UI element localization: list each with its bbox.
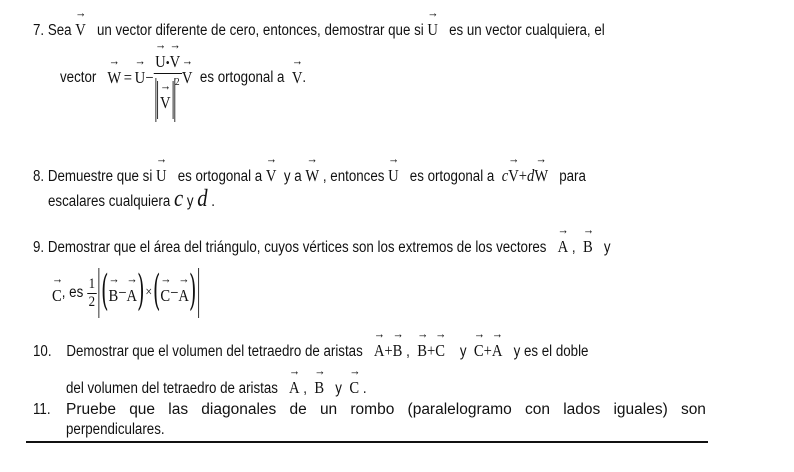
item-8-line-2: escalares cualquiera c y d . xyxy=(48,186,215,212)
vector-u: → U xyxy=(156,151,168,185)
item-10-line-2: del volumen del tetraedro de aristas → A , → B y → C . xyxy=(66,363,367,397)
vector-u: → U xyxy=(134,53,146,87)
vector-w: → W xyxy=(534,151,549,185)
item-11-word: iguales) xyxy=(613,401,668,418)
vector-u: → U xyxy=(427,5,439,39)
item-11-word: rombo xyxy=(350,401,395,418)
fraction-numerator: → U• → V xyxy=(153,46,181,74)
vector-v: → V xyxy=(291,53,304,87)
item-11-word: las xyxy=(168,401,189,418)
vector-v: → V xyxy=(508,151,520,185)
vector-b: → B xyxy=(582,222,595,256)
item-8-line-1: 8. Demuestre que si → U es ortogonal a → V y a → W , entonces → U es ortogonal a c → V+d → W para xyxy=(33,151,586,185)
item-7-line-2: vector → W = → U − → U• → V → V $^2$ → V es ortogonal a → V . xyxy=(60,60,346,122)
fraction-denominator: → V $^2$ xyxy=(156,74,180,122)
item-7-line-1: 7. Sea → V un vector diferente de cero, entonces, demostrar que si → U es un vector cualquiera, el xyxy=(33,5,605,39)
bottom-rule xyxy=(26,441,708,443)
item-11-line-1 xyxy=(66,400,706,420)
item-11-word: con xyxy=(524,401,550,418)
vector-a: → A xyxy=(557,222,569,256)
vector-v: → V xyxy=(75,5,87,39)
norm-bars: → V xyxy=(156,78,175,122)
vector-w: → W xyxy=(107,53,122,87)
vector-v: → V xyxy=(265,151,278,185)
vector-v: → V xyxy=(181,53,194,87)
item-11-word: diagonales xyxy=(201,401,277,418)
item-11-word: Pruebe xyxy=(66,401,116,418)
item-11-word: (paralelogramo xyxy=(407,401,512,418)
one-half-fraction: $\frac{1}{2}$ xyxy=(88,275,96,310)
item-10-line-1: 10. Demostrar que el volumen del tetraedro de aristas → A+ → B , → B+ → C y → C+ → A y es el doble xyxy=(33,326,589,360)
item-11-line-2: perpendiculares. xyxy=(66,421,165,438)
item-9-line-1: 9. Demostrar que el área del triángulo, cuyos vértices son los extremos de los vectores → A , → B y xyxy=(33,222,611,256)
item-11-number: 11. xyxy=(33,401,51,418)
projection-fraction xyxy=(153,37,181,122)
item-9-line-2: → C , es $\frac{1}{2}$ ( → B − → A ) × ( → C − → A ) xyxy=(52,268,223,318)
item-11-word: lados xyxy=(563,401,601,418)
vector-u: → U xyxy=(388,151,400,185)
item-11-word: que xyxy=(129,401,156,418)
item-11-word: son xyxy=(680,401,706,418)
item-11-word: un xyxy=(319,401,338,418)
item-11-word: de xyxy=(289,401,307,418)
vector-w: → W xyxy=(305,151,320,185)
cross-product-norm: ( → B − → A ) × ( → C − → A ) xyxy=(99,268,199,318)
vector-c: → C xyxy=(52,271,64,305)
